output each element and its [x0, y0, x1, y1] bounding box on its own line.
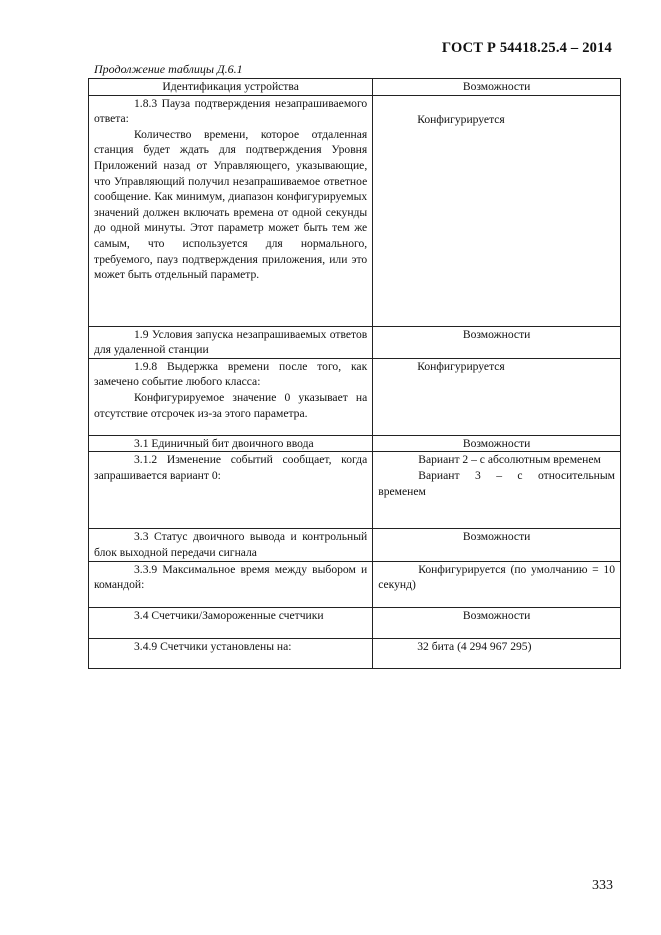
row-value: Конфигурируется (по умолчанию = 10 секунд)	[378, 562, 615, 592]
row-value: Возможности	[462, 436, 531, 450]
col-header-device-identification: Идентификация устройства	[89, 79, 373, 96]
row-text: 3.1.2 Изменение событий сообщает, когда запрашивается вариант 0:	[94, 453, 368, 482]
table-row	[89, 561, 621, 607]
table-row	[89, 435, 621, 452]
row-cell-right	[373, 95, 621, 326]
row-text: Количество времени, которое отдаленная станция будет ждать для подтверждения Уровня Приложений назад от Управляющего, указывающие, что Управляющий получил незапрашиваемое ответное сообщение. Как минимум, диапазон конфигурируемых значений должен включать времена от одной секунды до одной минуты. Этот параметр может быть тем же самым, что используется для нормального, требуемого, пауз подтверждения приложения, или это может быть отдельный параметр.	[94, 127, 368, 282]
table-row	[89, 529, 621, 561]
table-caption: Продолжение таблицы Д.6.1	[94, 62, 243, 76]
row-cell-right	[373, 638, 621, 668]
col-header-capabilities: Возможности	[373, 79, 621, 96]
row-cell-left	[89, 95, 373, 326]
table-row	[89, 607, 621, 638]
section-title: 3.1 Единичный бит двоичного ввода	[134, 436, 314, 450]
row-value: Возможности	[462, 327, 531, 341]
row-cell-left	[89, 529, 373, 561]
row-text: 1.9.8 Выдержка времени после того, как замечено событие любого класса:	[94, 359, 368, 389]
table-header-row	[89, 79, 621, 96]
table-row	[89, 452, 621, 529]
row-value: Возможности	[462, 530, 531, 544]
row-cell-right	[373, 561, 621, 607]
row-cell-left	[89, 358, 373, 435]
row-value: Конфигурируется	[417, 359, 505, 373]
section-title: 3.4 Счетчики/Замороженные счетчики	[134, 608, 324, 622]
row-value: Вариант 3 – с относительным временем	[378, 468, 615, 498]
capabilities-table	[88, 78, 621, 669]
row-cell-right	[373, 452, 621, 529]
row-cell-right	[373, 607, 621, 638]
row-cell-right	[373, 326, 621, 358]
row-value: Возможности	[462, 608, 531, 622]
table-row	[89, 326, 621, 358]
row-text: 1.8.3 Пауза подтверждения незапрашиваемого ответа:	[94, 96, 368, 126]
row-text: 3.3.9 Максимальное время между выбором и командой:	[94, 562, 368, 592]
row-cell-left	[89, 452, 373, 529]
row-cell-right	[373, 529, 621, 561]
row-value: 32 бита (4 294 967 295)	[417, 639, 532, 653]
row-cell-right	[373, 435, 621, 452]
section-title: 3.3 Статус двоичного вывода и контрольный блок выходной передачи сигнала	[94, 530, 368, 559]
row-text: Конфигурируемое значение 0 указывает на отсутствие отсрочек из-за этого параметра.	[94, 390, 368, 420]
row-cell-right	[373, 358, 621, 435]
row-value: Конфигурируется	[417, 112, 505, 126]
row-cell-left	[89, 607, 373, 638]
page-number: 333	[592, 878, 613, 893]
table-row	[89, 358, 621, 435]
row-text: 3.4.9 Счетчики установлены на:	[134, 639, 292, 653]
section-title: 1.9 Условия запуска незапрашиваемых ответов для удаленной станции	[94, 327, 368, 357]
row-cell-left	[89, 326, 373, 358]
row-cell-left	[89, 638, 373, 668]
row-cell-left	[89, 435, 373, 452]
table-row	[89, 638, 621, 668]
document-code: ГОСТ Р 54418.25.4 – 2014	[441, 40, 612, 56]
row-cell-left	[89, 561, 373, 607]
row-value: Вариант 2 – с абсолютным временем	[418, 453, 601, 467]
table-row	[89, 95, 621, 326]
